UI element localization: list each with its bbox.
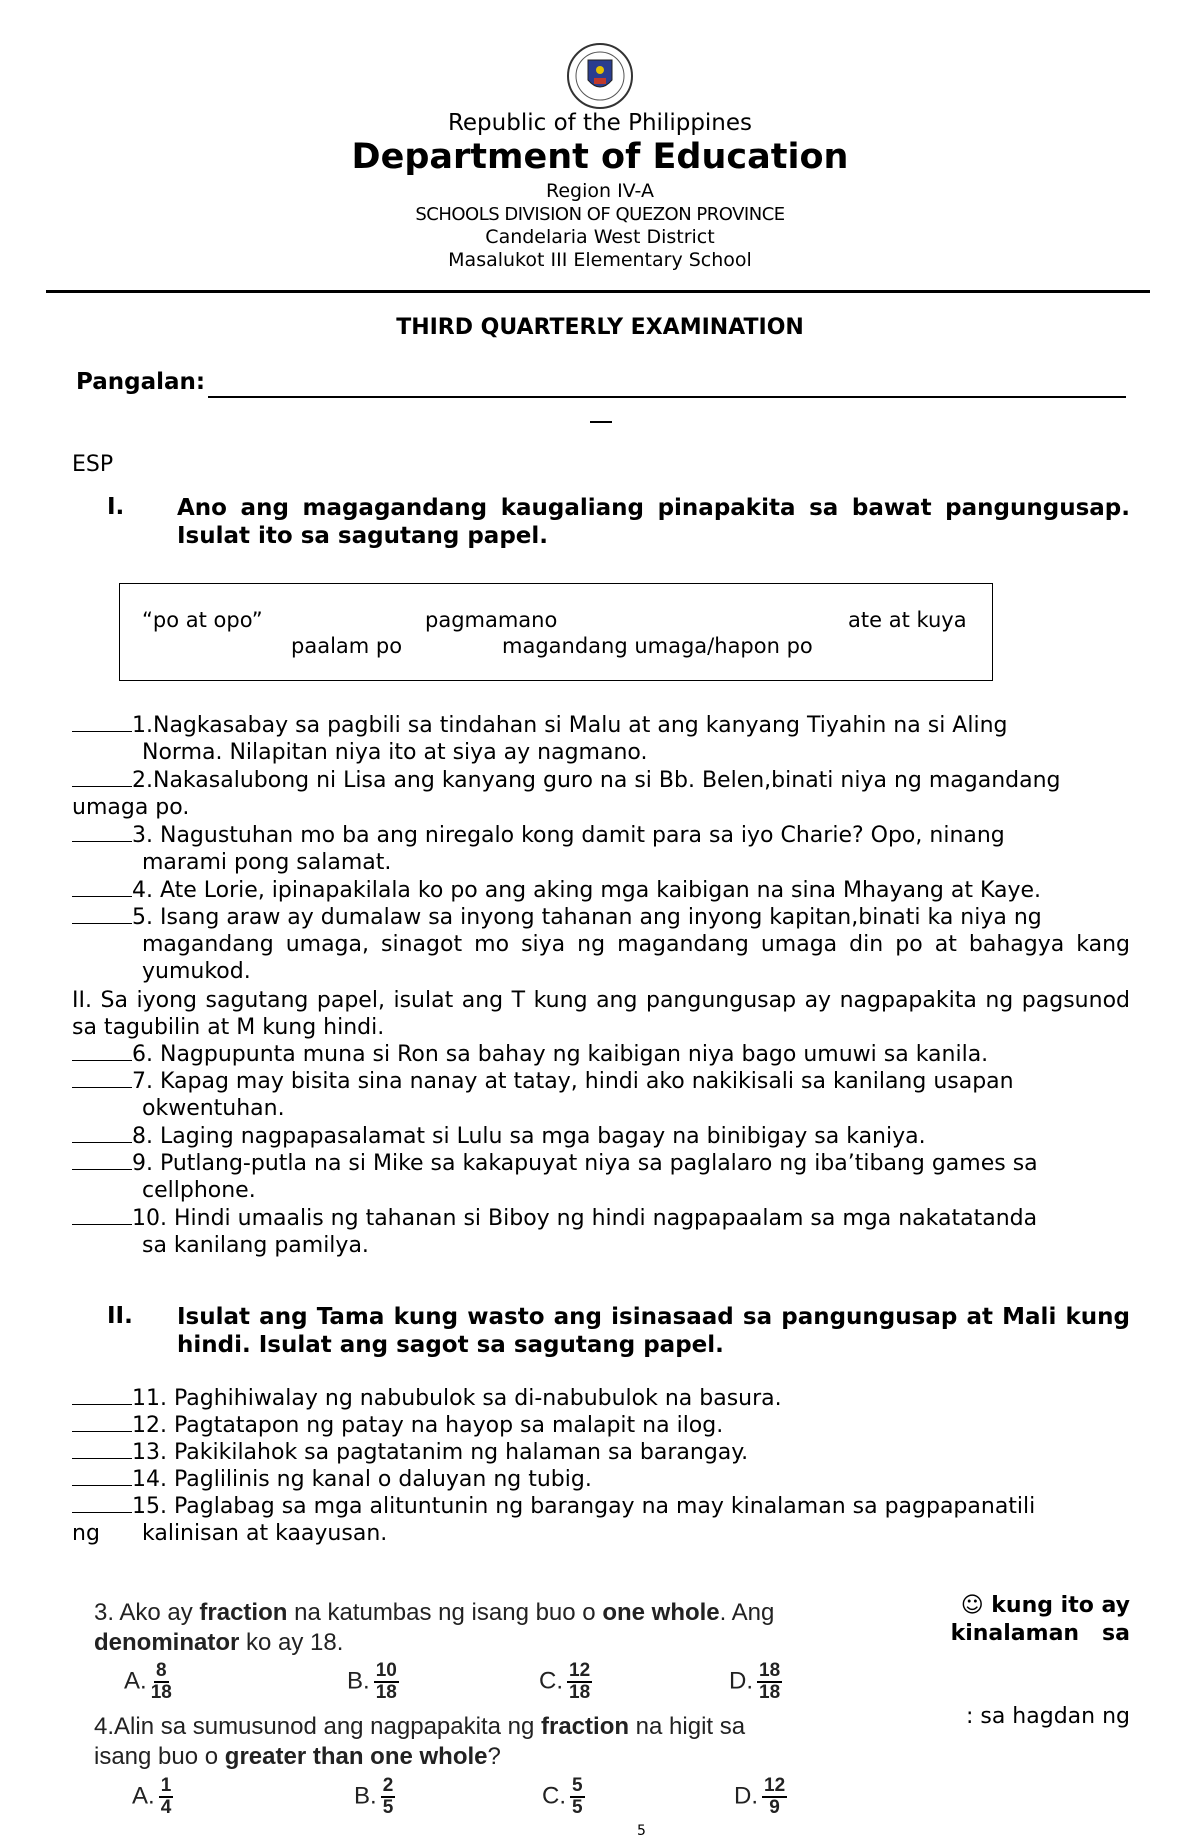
region-text: Region IV-A [545,180,654,202]
list-item: 13. Pakikilahok sa pagtatanim ng halaman sa barangay. [72,1439,1130,1466]
list-item: 6. Nagpupunta muna si Ron sa bahay ng kaibigan niya bago umuwi sa kanila. [72,1041,1130,1068]
q3-line1: 3. Ako ay fraction na katumbas ng isang buo o one whole. Ang [94,1599,775,1626]
answer-blank[interactable] [72,1413,132,1432]
choice-ate-at-kuya: ate at kuya [848,608,967,632]
part1-instruction: Ano ang magagandang kaugaliang pinapakita sa bawat pangungusap. Isulat ito sa sagutang papel. [177,495,1130,549]
part1b-instruction: II. Sa iyong sagutang papel, isulat ang T kung ang pangungusap ay nagpapakita ng pagsunod sa tagubilin at M kung hindi. [72,988,1130,1040]
q4-line2: isang buo o greater than one whole? [94,1743,501,1770]
choice-paalam-po: paalam po [291,634,403,658]
list-item: 14. Paglilinis ng kanal o daluyan ng tubig. [72,1466,1130,1493]
answer-blank[interactable] [72,1440,132,1459]
q3-option-c: C. $\frac{12}{18}$ [539,1660,591,1703]
answer-blank[interactable] [72,1151,132,1170]
list-item: 11. Paghihiwalay ng nabubulok sa di-nabubulok na basura. [72,1385,1130,1412]
exam-title: THIRD QUARTERLY EXAMINATION [396,315,804,340]
side-text-1: ☺ kung ito ay [960,1593,1130,1618]
answer-blank[interactable] [72,1467,132,1486]
name-label: Pangalan: [76,369,206,395]
list-item: 12. Pagtatapon ng patay na hayop sa malapit na ilog. [72,1412,1130,1439]
q3-line2: denominator ko ay 18. [94,1629,344,1656]
list-item: 15. Paglabag sa mga alituntunin ng barangay na may kinalaman sa pagpapanatili ng kalinisan at kaayusan. [72,1494,1036,1546]
name-line-tail [590,421,612,423]
side-text-2: kinalaman sa [950,1621,1130,1646]
answer-blank[interactable] [72,905,132,924]
part2-instruction: Isulat ang Tama kung wasto ang isinasaad sa pangungusap at Mali kung hindi. Isulat ang sagot sa sagutang papel. [177,1304,1130,1358]
pasted-math-image [72,1583,912,1839]
answer-blank[interactable] [72,1124,132,1143]
list-item: 10. Hindi umaalis ng tahanan si Biboy ng hindi nagpapaalam sa mga nakatatanda sa kanilang pamilya. [72,1205,1130,1259]
subject-label: ESP [72,452,114,477]
list-item: 5. Isang araw ay dumalaw sa inyong tahanan ang inyong kapitan,binati ka niya ng magandang umaga, sinagot mo siya ng magandang umaga din po at bahagya kang yumukod. [72,904,1130,985]
q4-line1: 4.Alin sa sumusunod ang nagpapakita ng fraction na higit sa [94,1713,746,1740]
q4-option-d: D. $\frac{12}{9}$ [734,1775,786,1818]
choice-magandang-umaga: magandang umaga/hapon po [502,634,813,658]
division-text: SCHOOLS DIVISION OF QUEZON PROVINCE [415,204,785,225]
republic-text: Republic of the Philippines [447,110,753,136]
part2-number: II. [107,1303,133,1329]
q4-option-c: C. $\frac{5}{5}$ [542,1775,583,1818]
name-line[interactable] [208,396,1126,398]
list-item: 3. Nagustuhan mo ba ang niregalo kong damit para sa iyo Charie? Opo, ninang marami pong salamat. [72,822,1130,876]
side-text-3: : sa hagdan ng [965,1704,1130,1729]
part1-number: I. [107,494,125,520]
department-title: Department of Education [351,137,849,177]
answer-blank[interactable] [72,1069,132,1088]
header-divider [46,290,1150,293]
choice-pagmamano: pagmamano [425,608,558,632]
answer-blank[interactable] [72,1386,132,1405]
school-text: Masalukot III Elementary School [448,249,752,271]
choice-po-at-opo: “po at opo” [142,608,263,632]
list-item: 2.Nakasalubong ni Lisa ang kanyang guro na si Bb. Belen,binati niya ng magandang umaga po. [72,768,1061,820]
q3-option-b: B. $\frac{10}{18}$ [347,1660,397,1703]
list-item: 1.Nagkasabay sa pagbili sa tindahan si Malu at ang kanyang Tiyahin na si Aling Norma. Nilapitan niya ito at siya ay nagmano. [72,712,1130,766]
answer-blank[interactable] [72,1206,132,1225]
list-item: 4. Ate Lorie, ipinapakilala ko po ang aking mga kaibigan na sina Mhayang at Kaye. [72,877,1130,904]
list-item: 8. Laging nagpapasalamat si Lulu sa mga bagay na binibigay sa kaniya. [72,1123,1130,1150]
answer-blank[interactable] [72,1042,132,1061]
answer-blank[interactable] [72,878,132,897]
answer-blank[interactable] [72,823,132,842]
footer-mark: 5 [637,1823,646,1839]
q3-option-d: D. $\frac{18}{18}$ [729,1660,781,1703]
seal-icon [566,42,634,110]
q3-option-a: A. $\frac{8}{18}$ [124,1660,172,1703]
choices-box [119,583,993,681]
q4-option-a: A. $\frac{1}{4}$ [132,1775,172,1818]
q4-option-b: B. $\frac{2}{5}$ [354,1775,394,1818]
deped-seal [566,42,634,110]
list-item: 9. Putlang-putla na si Mike sa kakapuyat niya sa paglalaro ng iba’tibang games sa cellphone. [72,1150,1130,1204]
answer-blank[interactable] [72,768,132,787]
answer-blank[interactable] [72,1494,132,1513]
answer-blank[interactable] [72,713,132,732]
list-item: 7. Kapag may bisita sina nanay at tatay, hindi ako nakikisali sa kanilang usapan okwentuhan. [72,1068,1130,1122]
district-text: Candelaria West District [485,226,715,248]
